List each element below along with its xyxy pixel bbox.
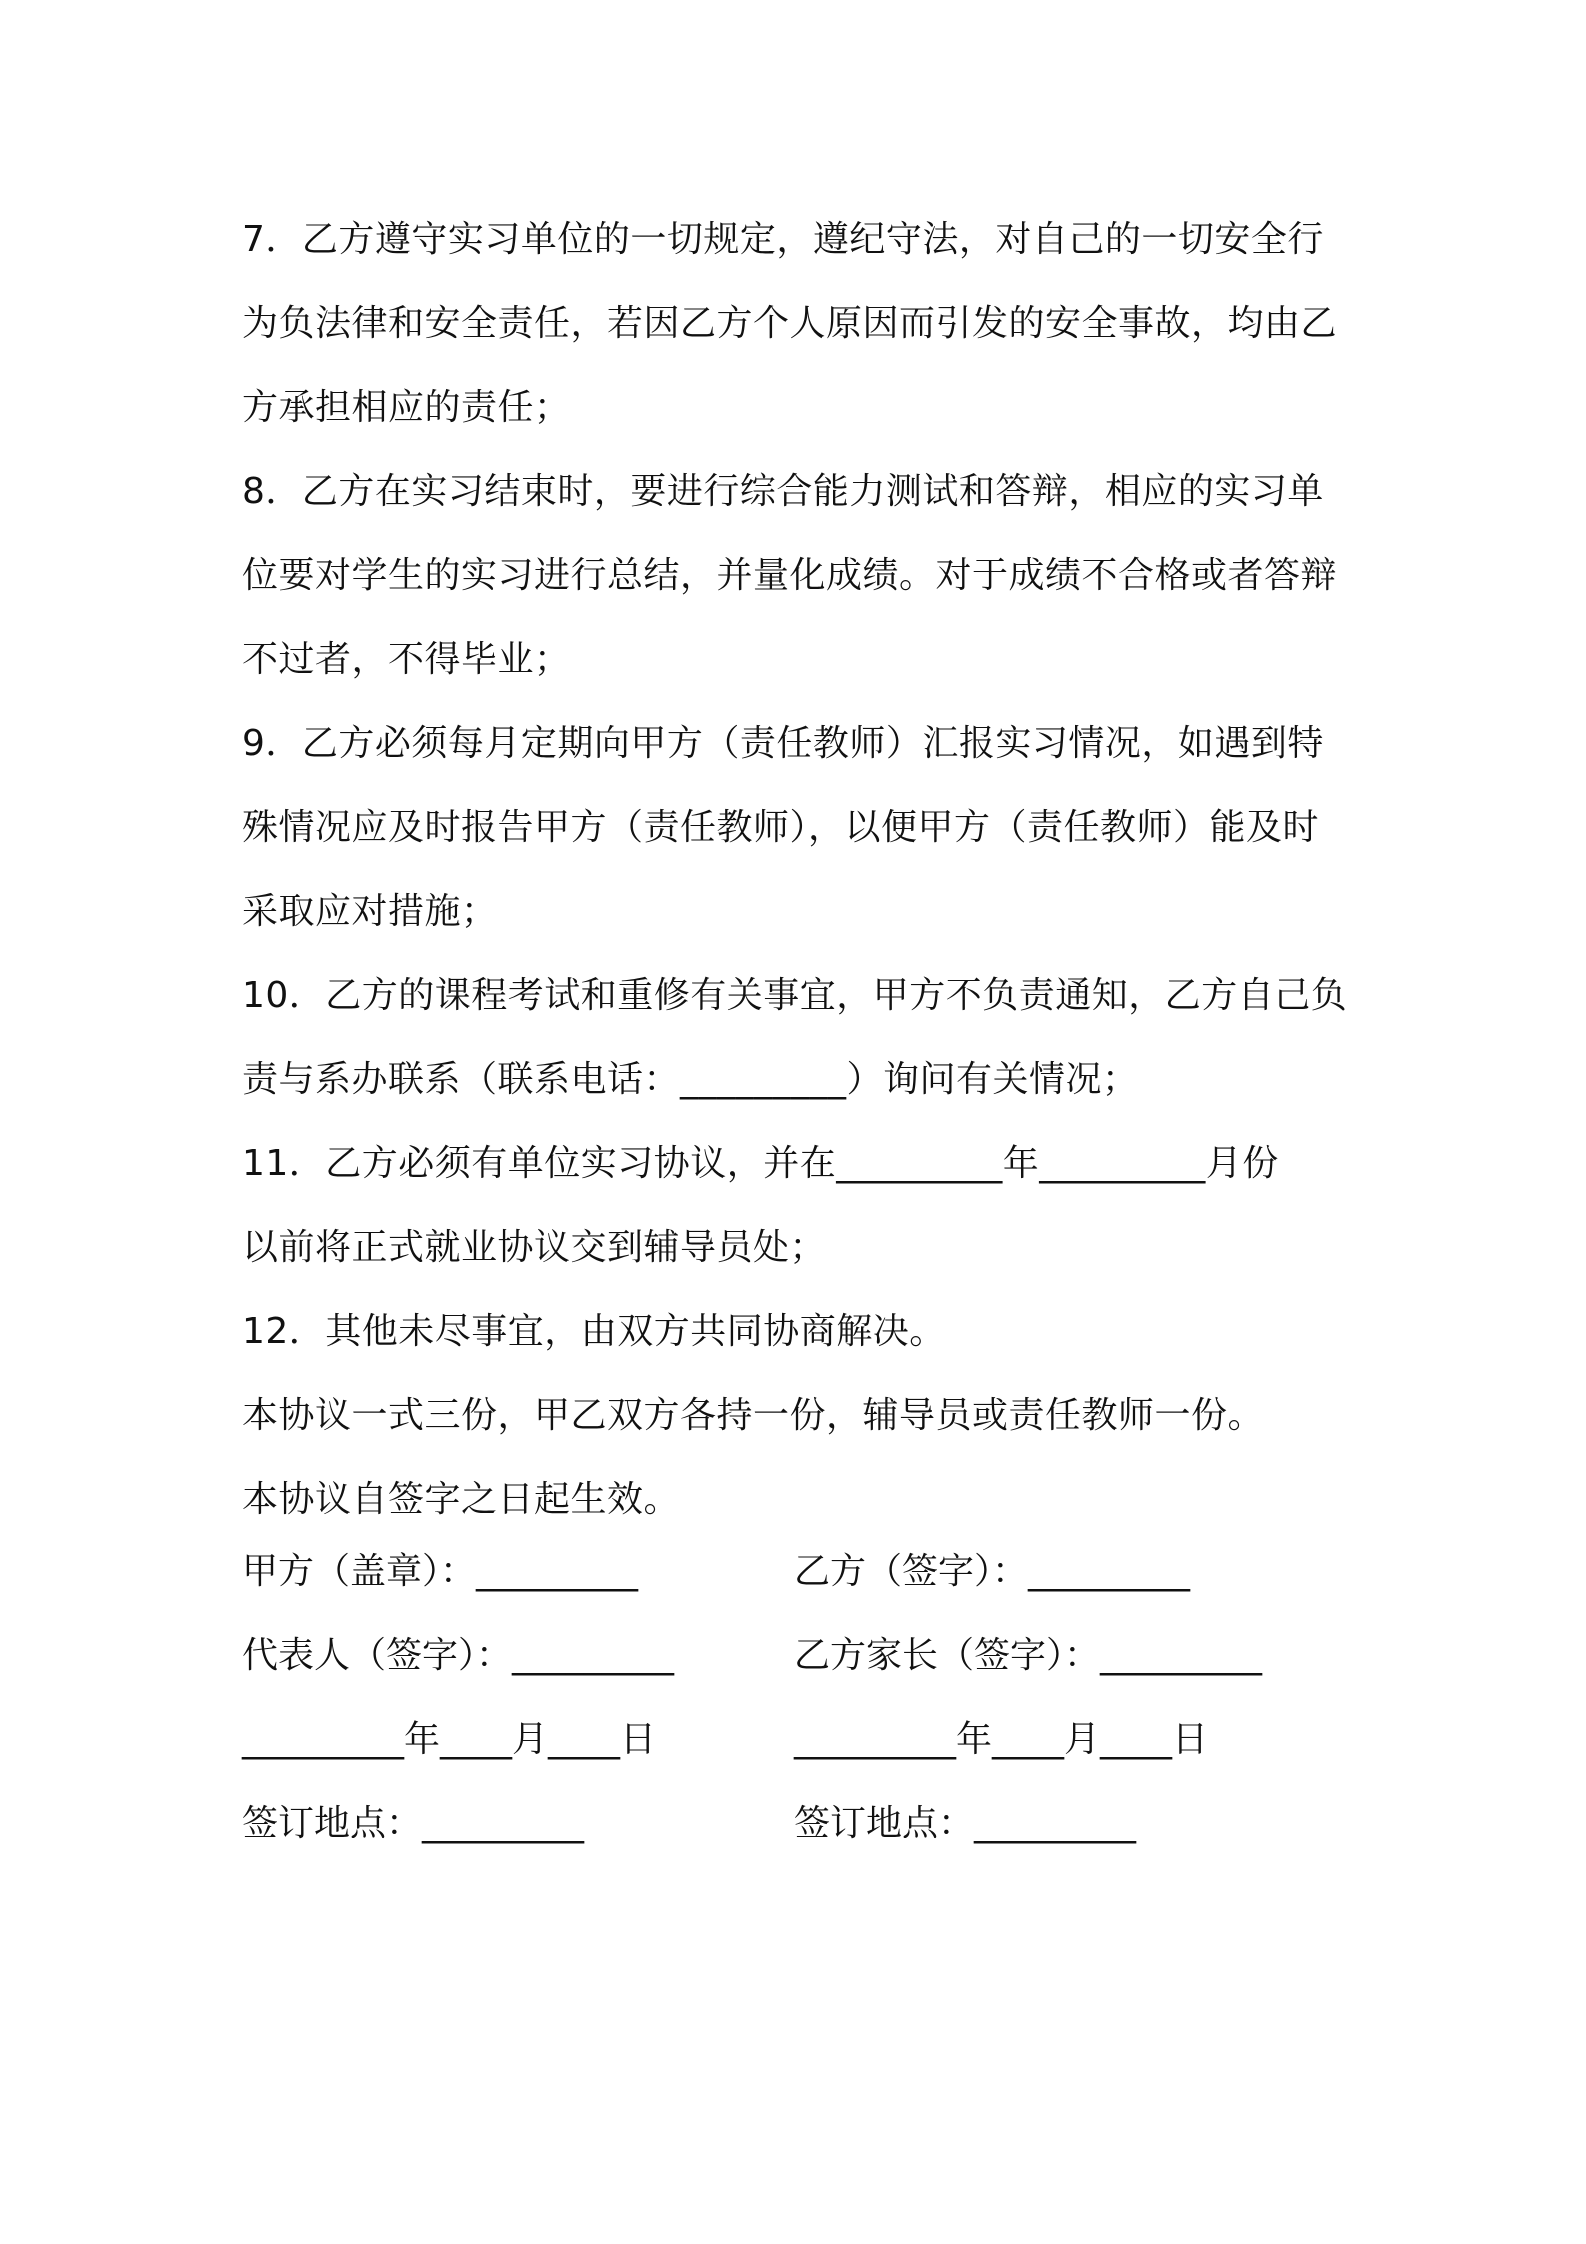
clause-8-line-1: 8．乙方在实习结束时，要进行综合能力测试和答辩，相应的实习单 [242, 471, 1324, 512]
representative-signature-field: 代表人（签字）：_________ [242, 1635, 675, 1676]
signature-row-date [242, 1698, 1362, 1782]
clause-9-line-2: 殊情况应及时报告甲方（责任教师），以便甲方（责任教师）能及时 [242, 807, 1320, 848]
clause-8-line-3: 不过者，不得毕业； [242, 639, 571, 680]
agreement-clauses [242, 198, 1362, 1542]
party-b-parent-signature-field: 乙方家长（签字）：_________ [794, 1635, 1263, 1676]
clause-10-line-2: 责与系办联系（联系电话：_________）询问有关情况； [242, 1059, 1139, 1100]
signature-row-representative [242, 1614, 1362, 1698]
clause-11-line-1: 11．乙方必须有单位实习协议，并在_________年_________月份 [242, 1143, 1279, 1184]
party-b-date-field: _________年____月____日 [794, 1719, 1208, 1760]
clause-10-line-1: 10．乙方的课程考试和重修有关事宜，甲方不负责通知，乙方自己负 [242, 975, 1348, 1016]
clause-12-line-1: 12．其他未尽事宜，由双方共同协商解决。 [242, 1311, 946, 1352]
party-b-location-field: 签订地点：_________ [794, 1803, 1137, 1844]
clause-7-line-1: 7．乙方遵守实习单位的一切规定，遵纪守法，对自己的一切安全行 [242, 219, 1324, 260]
party-a-location-field: 签订地点：_________ [242, 1803, 585, 1844]
signature-row-seal [242, 1530, 1362, 1614]
party-a-date-field: _________年____月____日 [242, 1719, 656, 1760]
effective-statement: 本协议自签字之日起生效。 [242, 1479, 681, 1520]
clause-8-line-2: 位要对学生的实习进行总结，并量化成绩。对于成绩不合格或者答辩 [242, 555, 1338, 596]
party-b-signature-field: 乙方（签字）：_________ [794, 1551, 1191, 1592]
clause-9-line-3: 采取应对措施； [242, 891, 498, 932]
clause-7-line-3: 方承担相应的责任； [242, 387, 571, 428]
signature-block [242, 1530, 1362, 1866]
copies-statement: 本协议一式三份，甲乙双方各持一份，辅导员或责任教师一份。 [242, 1395, 1265, 1436]
clause-11-line-2: 以前将正式就业协议交到辅导员处； [242, 1227, 827, 1268]
party-a-seal-field: 甲方（盖章）：_________ [242, 1551, 639, 1592]
clause-7-line-2: 为负法律和安全责任，若因乙方个人原因而引发的安全事故，均由乙 [242, 303, 1338, 344]
signature-row-location [242, 1782, 1362, 1866]
clause-9-line-1: 9．乙方必须每月定期向甲方（责任教师）汇报实习情况，如遇到特 [242, 723, 1324, 764]
